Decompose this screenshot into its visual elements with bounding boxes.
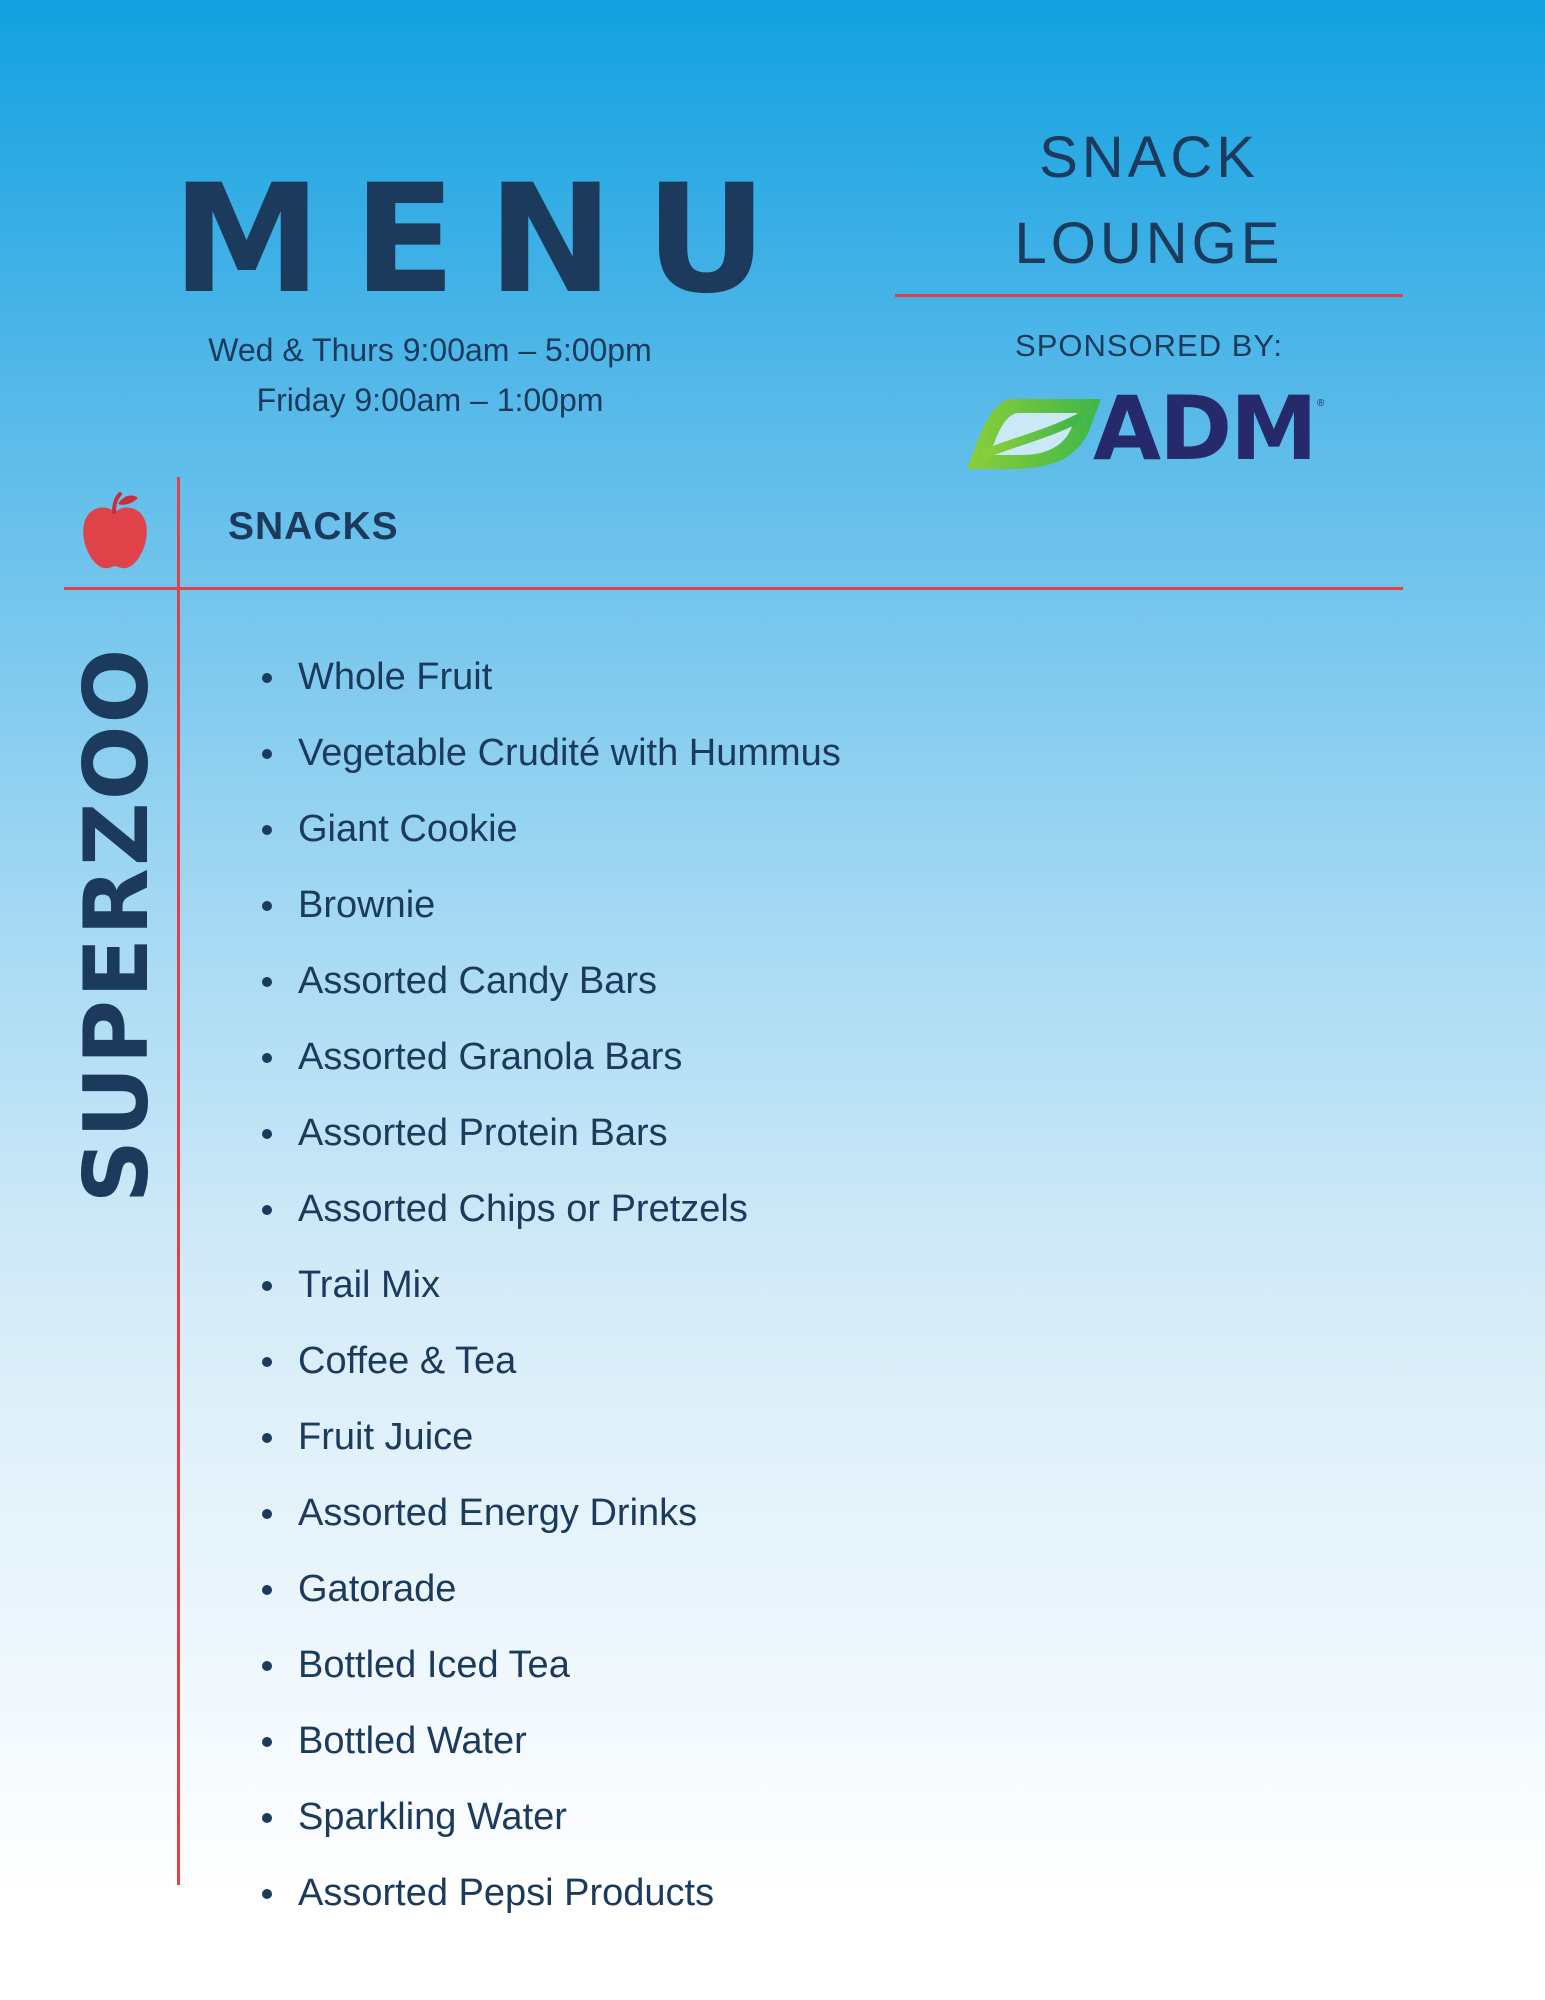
list-item-label: Trail Mix [298,1264,441,1306]
bullet-icon [262,673,272,683]
bullet-icon [262,1585,272,1595]
list-item-label: Assorted Energy Drinks [298,1492,698,1534]
bullet-icon [262,1205,272,1215]
list-item [258,1559,841,1635]
list-item-label: Fruit Juice [298,1416,474,1458]
lounge-divider [895,294,1403,297]
list-item-label: Vegetable Crudité with Hummus [298,732,841,774]
list-item-label: Giant Cookie [298,808,518,850]
list-item [258,1787,841,1863]
list-item [258,875,841,951]
list-item [258,647,841,723]
bullet-icon [262,749,272,759]
list-item [258,1863,841,1939]
list-item-label: Brownie [298,884,436,926]
list-item-label: Bottled Water [298,1720,527,1762]
list-item-label: Whole Fruit [298,656,493,698]
list-item [258,1331,841,1407]
bullet-icon [262,1433,272,1443]
lounge-title-line1: SNACK [1039,125,1259,190]
list-item [258,1407,841,1483]
lounge-title-line2: LOUNGE [1014,211,1284,276]
bullet-icon [262,1813,272,1823]
list-item-label: Assorted Candy Bars [298,960,658,1002]
bullet-icon [262,1737,272,1747]
bullet-icon [262,901,272,911]
vertical-divider [177,477,180,1885]
adm-logo [965,377,1335,480]
bullet-icon [262,1509,272,1519]
list-item-label: Assorted Pepsi Products [298,1872,715,1914]
list-item-label: Coffee & Tea [298,1340,517,1382]
list-item [258,951,841,1027]
list-item [258,1027,841,1103]
list-item-label: Gatorade [298,1568,457,1610]
section-divider [64,587,1403,590]
list-item-label: Bottled Iced Tea [298,1644,570,1686]
adm-logo-text: ADM [1093,377,1316,480]
list-item-label: Assorted Protein Bars [298,1112,668,1154]
list-item [258,1103,841,1179]
hours-weekday: Wed & Thurs 9:00am – 5:00pm [208,332,652,368]
registered-mark-icon: ® [1317,398,1325,409]
superzoo-wordmark: SUPERZOO [65,646,168,1204]
bullet-icon [262,825,272,835]
list-item [258,1635,841,1711]
bullet-icon [262,1053,272,1063]
apple-icon [80,490,150,570]
bullet-icon [262,1889,272,1899]
list-item [258,1255,841,1331]
bullet-icon [262,1661,272,1671]
hours-block [150,325,710,425]
hours-friday: Friday 9:00am – 1:00pm [256,382,604,418]
bullet-icon [262,977,272,987]
bullet-icon [262,1281,272,1291]
sponsored-by-label: SPONSORED BY: [1015,328,1283,363]
list-item [258,1711,841,1787]
leaf-icon [965,397,1103,471]
lounge-title [895,115,1403,287]
list-item [258,1483,841,1559]
list-item-label: Assorted Granola Bars [298,1036,683,1078]
bullet-icon [262,1357,272,1367]
list-item-label: Sparkling Water [298,1796,567,1838]
snack-list [258,647,841,1939]
list-item [258,1179,841,1255]
list-item [258,723,841,799]
section-title: SNACKS [228,505,399,548]
list-item-label: Assorted Chips or Pretzels [298,1188,748,1230]
bullet-icon [262,1129,272,1139]
list-item [258,799,841,875]
menu-title: MENU [172,153,800,327]
